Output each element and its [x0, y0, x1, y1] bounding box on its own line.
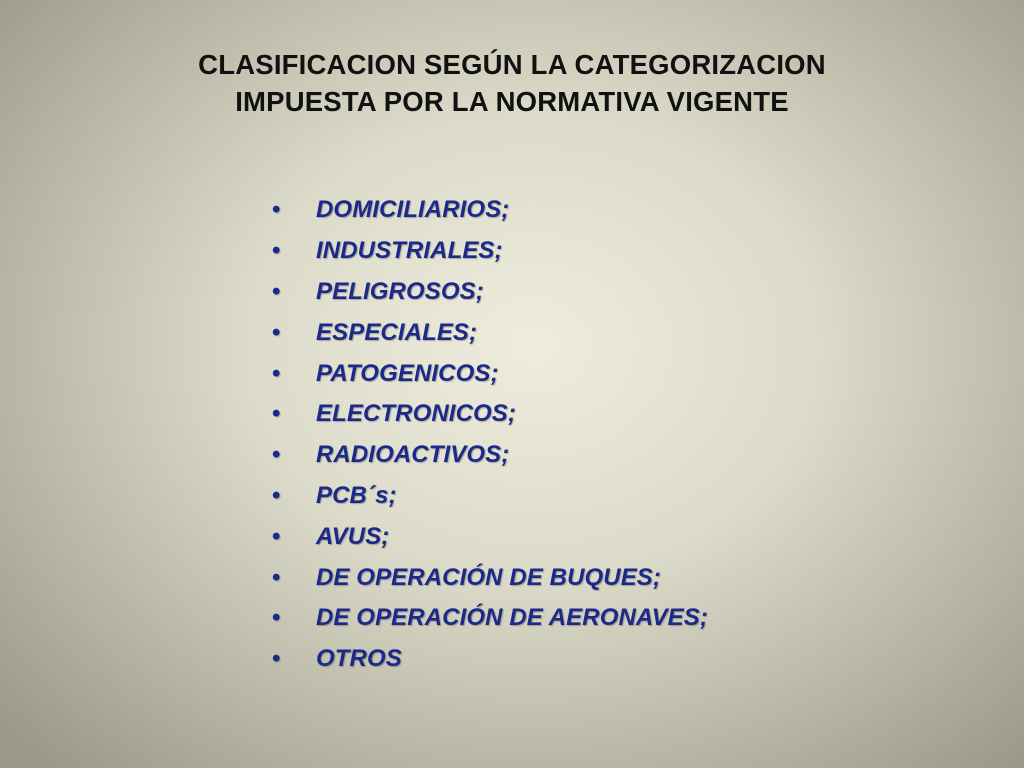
- list-item-label: INDUSTRIALES;: [316, 237, 503, 265]
- list-item-buques: [272, 557, 708, 598]
- list-item-otros: [272, 639, 708, 680]
- bullet-icon: •: [272, 196, 281, 224]
- list-item-patogenicos: [272, 353, 708, 394]
- bullet-icon: •: [272, 481, 281, 509]
- bullet-icon: •: [272, 645, 281, 673]
- bullet-icon: •: [272, 563, 281, 591]
- list-item-peligrosos: [272, 272, 708, 313]
- bullet-list: [272, 190, 708, 680]
- list-item-especiales: [272, 312, 708, 353]
- list-item-electronicos: [272, 394, 708, 435]
- bullet-icon: •: [272, 522, 281, 550]
- list-item-label: AVUS;: [316, 522, 390, 550]
- list-item-label: ESPECIALES;: [316, 318, 478, 346]
- list-item-radioactivos: [272, 435, 708, 476]
- bullet-icon: •: [272, 400, 281, 428]
- slide-title-line-1: CLASIFICACION SEGÚN LA CATEGORIZACION: [198, 49, 826, 80]
- list-item-aeronaves: [272, 598, 708, 639]
- slide-title: [0, 46, 1024, 120]
- list-item-label: DE OPERACIÓN DE BUQUES;: [316, 563, 662, 591]
- slide-title-line-2: IMPUESTA POR LA NORMATIVA VIGENTE: [235, 86, 789, 117]
- list-item-pcbs: [272, 476, 708, 517]
- bullet-icon: •: [272, 604, 281, 632]
- list-item-domiciliarios: [272, 190, 708, 231]
- list-item-label: OTROS: [316, 645, 402, 673]
- bullet-icon: •: [272, 277, 281, 305]
- bullet-icon: •: [272, 359, 281, 387]
- bullet-icon: •: [272, 441, 281, 469]
- list-item-label: DE OPERACIÓN DE AERONAVES;: [316, 604, 708, 632]
- list-item-industriales: [272, 231, 708, 272]
- list-item-label: PATOGENICOS;: [316, 359, 499, 387]
- list-item-label: PCB´s;: [316, 481, 397, 509]
- list-item-label: PELIGROSOS;: [316, 277, 484, 305]
- list-item-label: RADIOACTIVOS;: [316, 441, 510, 469]
- list-item-avus: [272, 516, 708, 557]
- list-item-label: ELECTRONICOS;: [316, 400, 516, 428]
- bullet-icon: •: [272, 237, 281, 265]
- bullet-icon: •: [272, 318, 281, 346]
- list-item-label: DOMICILIARIOS;: [316, 196, 510, 224]
